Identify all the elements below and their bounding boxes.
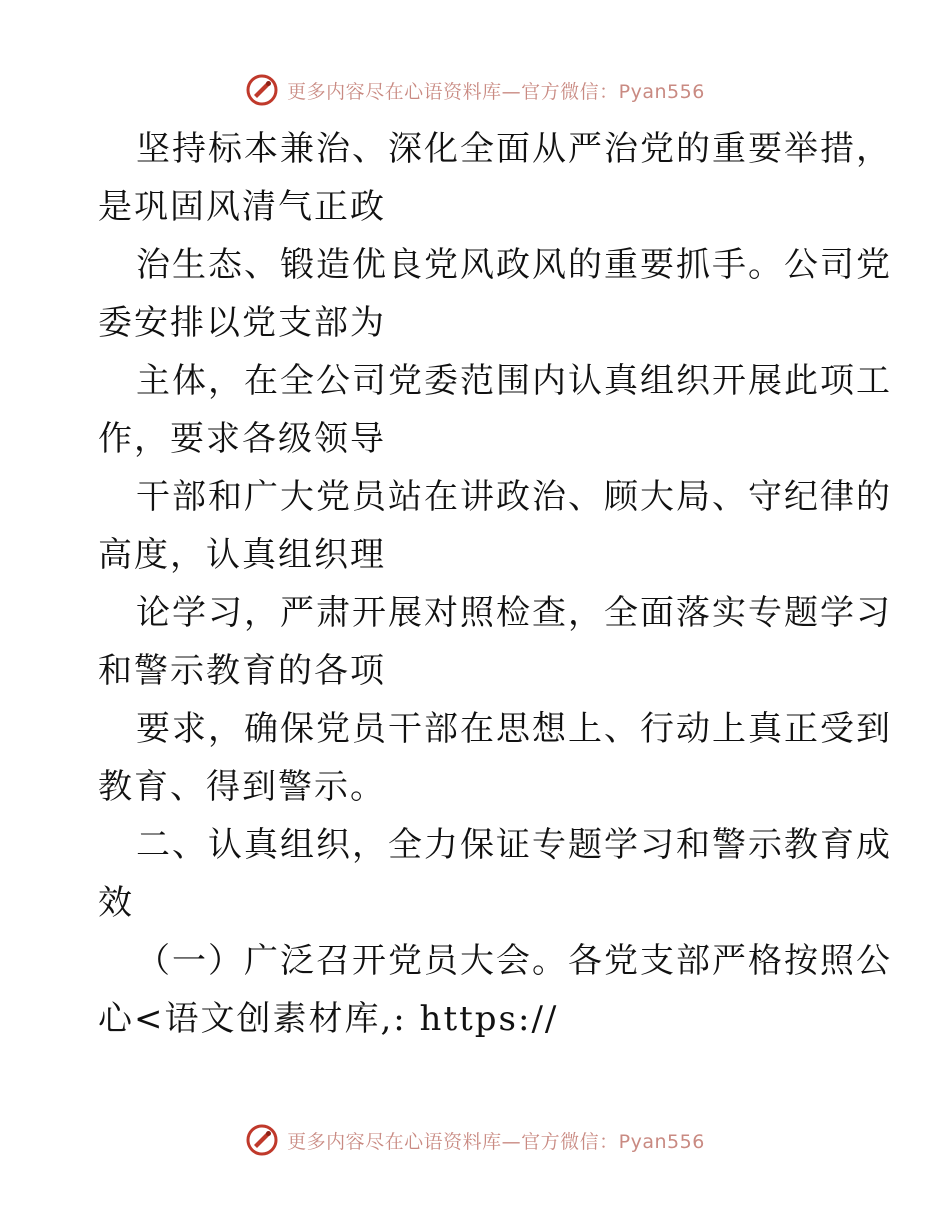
body-line: 论学习，严肃开展对照检查，全面落实专题学习 [136,593,892,633]
body-line: 和警示教育的各项 [98,651,386,691]
document-body [98,120,892,1048]
header-watermark [0,70,950,110]
section-heading-continuation: 效 [98,883,134,923]
watermark-text: 更多内容尽在心语资料库—官方微信：Pyan556 [287,1130,705,1153]
body-line: 干部和广大党员站在讲政治、顾大局、守纪律的 [136,477,892,517]
watermark-text: 更多内容尽在心语资料库—官方微信：Pyan556 [287,80,705,103]
watermark-logo-icon [245,73,279,107]
body-line: 要求，确保党员干部在思想上、行动上真正受到 [136,709,892,749]
body-line: （一）广泛召开党员大会。各党支部严格按照公 [136,941,892,981]
body-line: 高度，认真组织理 [98,535,386,575]
body-line: 作，要求各级领导 [98,419,386,459]
body-line: 委安排以党支部为 [98,303,386,343]
body-line: 心<语文创素材库,: https:// [98,999,559,1039]
body-line: 主体，在全公司党委范围内认真组织开展此项工 [136,361,892,401]
body-line: 教育、得到警示。 [98,767,386,807]
body-line: 是巩固风清气正政 [98,187,386,227]
body-line: 坚持标本兼治、深化全面从严治党的重要举措， [136,129,892,169]
watermark-logo-icon [245,1123,279,1157]
body-line: 治生态、锻造优良党风政风的重要抓手。公司党 [136,245,892,285]
footer-watermark [0,1120,950,1160]
section-heading: 二、认真组织，全力保证专题学习和警示教育成 [136,825,892,865]
